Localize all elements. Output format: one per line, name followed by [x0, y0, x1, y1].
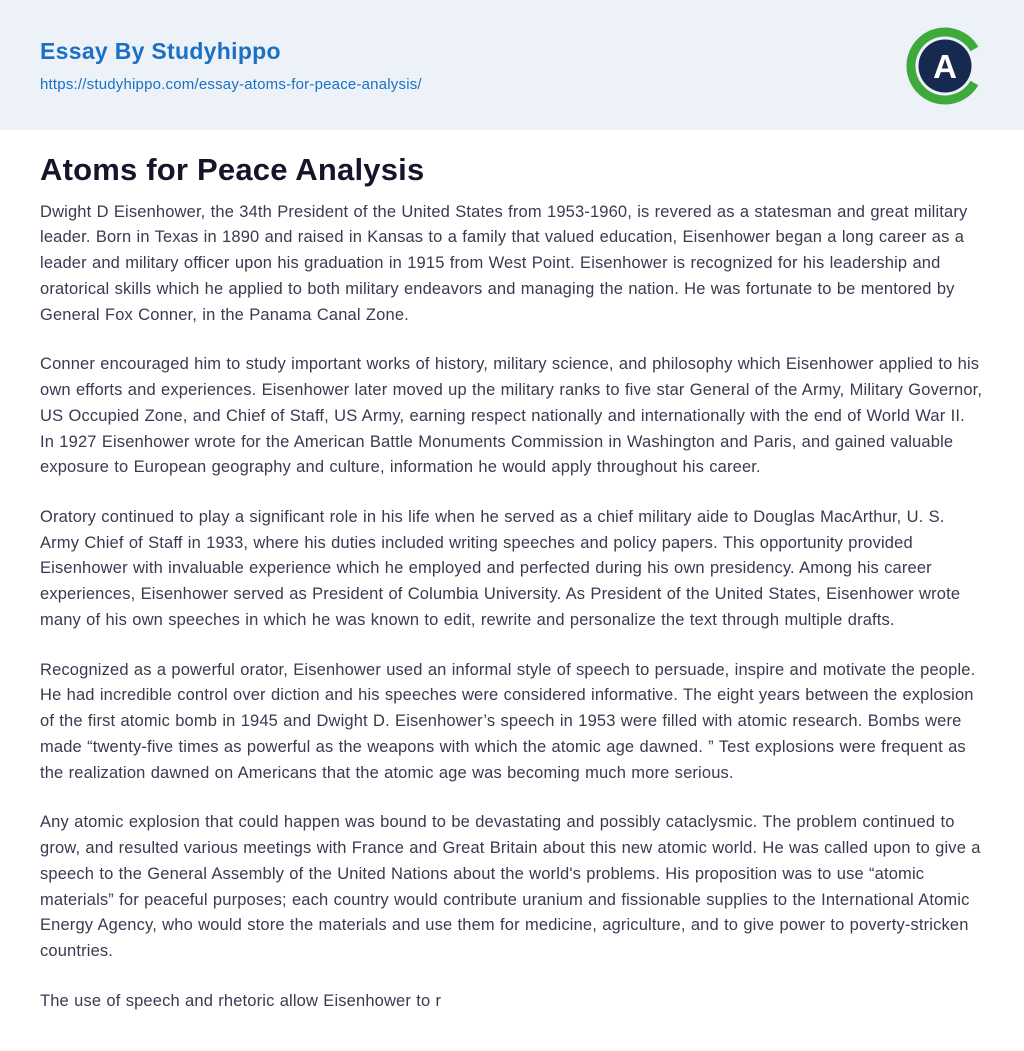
site-title: Essay By Studyhippo — [40, 37, 281, 64]
site-header — [0, 0, 1024, 130]
article-body — [40, 200, 984, 1015]
article-paragraph: Any atomic explosion that could happen was bound to be devastating and possibly cataclysmic. The problem continued to grow, and resulted various meetings with France and Great Britain about this new atomic world. He was called upon to give a speech to the General Assembly of the United Nations about the world's problems. His proposition was to use “atomic materials” for peaceful purposes; each country would contribute uranium and fissionable supplies to the International Atomic Energy Agency, who would store the materials and use them for medicine, agriculture, and to give power to poverty-stricken countries. — [40, 813, 981, 960]
page-title: Atoms for Peace Analysis — [40, 152, 425, 187]
article-paragraph: Dwight D Eisenhower, the 34th President of the United States from 1953-1960, is revered as a statesman and great military leader. Born in Texas in 1890 and raised in Kansas to a family that valued education, Eisenhower began a long career as a leader and military officer upon his graduation in 1915 from West Point. Eisenhower is recognized for his leadership and oratorical skills which he applied to both military endeavors and managing the nation. He was fortunate to be mentored by General Fox Conner, in the Panama Canal Zone. — [40, 202, 968, 324]
article-paragraph: Oratory continued to play a significant role in his life when he served as a chief military aide to Douglas MacArthur, U. S. Army Chief of Staff in 1933, where his duties included writing speeches and policy papers. This opportunity provided Eisenhower with invaluable experience which he employed and perfected during his own presidency. Among his career experiences, Eisenhower served as President of Columbia University. As President of the United States, Eisenhower wrote many of his own speeches in which he was known to edit, rewrite and personalize the text through multiple drafts. — [40, 507, 961, 629]
article — [0, 130, 1024, 1044]
essay-source-link[interactable]: https://studyhippo.com/essay-atoms-for-peace-analysis/ — [40, 76, 422, 94]
article-paragraph: Recognized as a powerful orator, Eisenhower used an informal style of speech to persuade, inspire and motivate the people. He had incredible control over diction and his speeches were considered informative. The eight years between the explosion of the first atomic bomb in 1945 and Dwight D. Eisenhower’s speech in 1953 were filled with atomic research. Bombs were made “twenty-five times as powerful as the weapons with which the atomic age dawned. ” Test explosions were frequent as the realization dawned on Americans that the atomic age was becoming much more serious. — [40, 660, 976, 782]
header-text-block — [40, 39, 422, 93]
article-paragraph: The use of speech and rhetoric allow Eisenhower to r — [40, 991, 442, 1010]
logo-letter: A — [933, 48, 957, 85]
article-paragraph: Conner encouraged him to study important works of history, military science, and philosophy which Eisenhower applied to his own efforts and experiences. Eisenhower later moved up the military ranks to five star General of the Army, Military Governor, US Occupied Zone, and Chief of Staff, US Army, earning respect nationally and internationally with the end of World War II. In 1927 Eisenhower wrote for the American Battle Monuments Commission in Washington and Paris, and gained valuable exposure to European geography and culture, information he would apply throughout his career. — [40, 355, 983, 477]
studyhippo-logo-icon — [906, 27, 984, 105]
